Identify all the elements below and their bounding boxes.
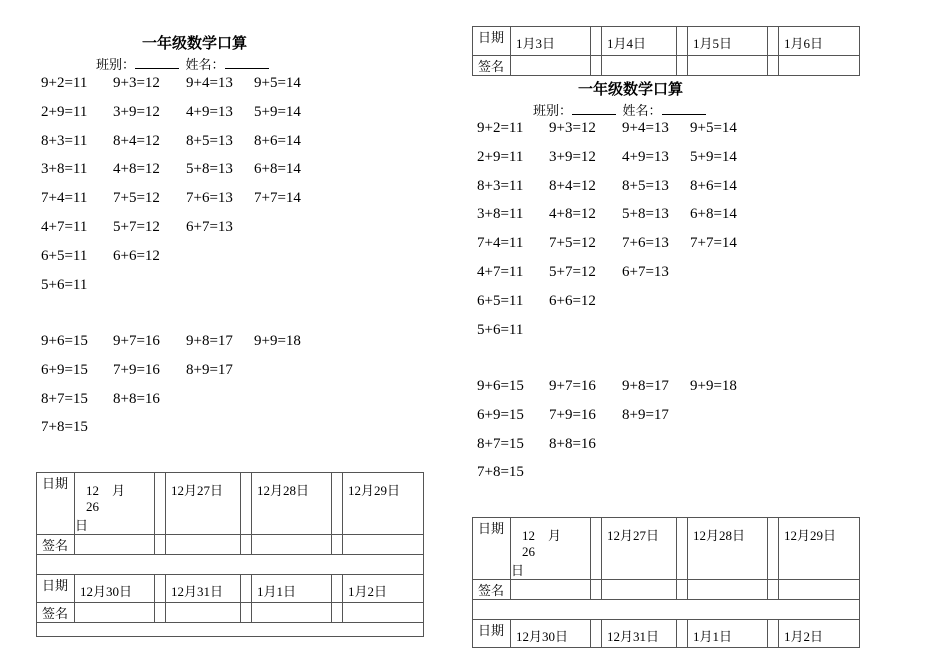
spacer-cell	[677, 620, 688, 648]
arithmetic-problem: 9+9=18	[254, 333, 301, 349]
date-cell	[779, 518, 860, 580]
spacer-cell	[677, 580, 688, 600]
arithmetic-problem: 5+9=14	[690, 148, 737, 165]
date-cell	[75, 575, 155, 603]
spacer-cell	[241, 575, 252, 603]
date-text: 1月3日	[516, 36, 556, 51]
arithmetic-problem: 6+8=14	[690, 206, 737, 223]
spacer-cell	[155, 603, 166, 623]
arithmetic-problem: 6+5=11	[41, 247, 88, 264]
date-text-cont: 日	[75, 518, 89, 533]
arithmetic-problem: 7+5=12	[549, 235, 596, 252]
spacer-cell	[768, 580, 779, 600]
arithmetic-problem: 8+6=14	[254, 132, 301, 149]
arithmetic-problem: 4+8=12	[113, 161, 160, 178]
arithmetic-problem: 8+8=16	[113, 390, 160, 407]
date-text: 1月2日	[348, 584, 388, 599]
date-text: 1月6日	[784, 36, 824, 51]
sign-cell[interactable]	[602, 56, 677, 76]
date-text: 1月1日	[257, 584, 297, 599]
left-class-name-line	[96, 54, 269, 73]
spacer-cell	[677, 56, 688, 76]
date-cell	[602, 620, 677, 648]
date-text: 12月28日	[257, 483, 310, 498]
left-page-title: 一年级数学口算	[142, 34, 248, 52]
arithmetic-problem: 8+3=11	[41, 132, 88, 149]
date-text: 1月4日	[607, 36, 647, 51]
spacer-cell	[241, 603, 252, 623]
arithmetic-problem: 4+9=13	[622, 148, 669, 165]
spacer-cell	[591, 620, 602, 648]
arithmetic-problem: 3+9=12	[113, 103, 160, 120]
arithmetic-problem: 7+9=16	[113, 361, 160, 378]
right-page-title: 一年级数学口算	[578, 80, 684, 98]
arithmetic-problem: 8+9=17	[622, 406, 669, 423]
arithmetic-problem: 9+9=18	[690, 378, 737, 394]
arithmetic-problem: 8+5=13	[186, 132, 233, 149]
arithmetic-problem: 9+7=16	[549, 378, 596, 394]
arithmetic-problem: 6+5=11	[477, 292, 524, 309]
spacer-cell	[591, 27, 602, 56]
arithmetic-problem: 7+5=12	[113, 190, 160, 207]
sign-label: 签名	[37, 535, 75, 555]
arithmetic-problem: 8+8=16	[549, 435, 596, 452]
date-label: 日期	[37, 575, 75, 603]
sign-cell[interactable]	[75, 535, 155, 555]
arithmetic-problem: 4+7=11	[477, 264, 524, 280]
arithmetic-problem: 9+5=14	[690, 120, 737, 136]
arithmetic-problem: 7+7=14	[254, 190, 301, 207]
arithmetic-problem: 9+8=17	[186, 333, 233, 349]
arithmetic-problem: 9+3=12	[113, 75, 160, 91]
sign-cell[interactable]	[343, 535, 424, 555]
arithmetic-problem: 7+8=15	[477, 464, 524, 481]
date-text: 12月28日	[693, 528, 746, 543]
date-cell	[75, 473, 155, 535]
spacer-cell	[241, 473, 252, 535]
name-label: 姓名：	[185, 57, 225, 72]
spacer-cell	[591, 518, 602, 580]
date-label: 日期	[473, 27, 511, 56]
blank-row	[37, 555, 424, 575]
spacer-cell	[155, 535, 166, 555]
date-cell	[688, 620, 768, 648]
sign-cell[interactable]	[166, 535, 241, 555]
right-class-name-line	[533, 100, 706, 119]
sign-cell[interactable]	[252, 603, 332, 623]
date-cell	[166, 473, 241, 535]
spacer-cell	[332, 603, 343, 623]
spacer-cell	[677, 27, 688, 56]
spacer-cell	[241, 535, 252, 555]
class-label: 班别：	[96, 57, 136, 72]
class-blank[interactable]	[135, 55, 179, 69]
date-text: 12月29日	[348, 483, 401, 498]
arithmetic-problem: 6+6=12	[113, 247, 160, 264]
spacer-cell	[768, 620, 779, 648]
sign-cell[interactable]	[779, 56, 860, 76]
date-label: 日期	[473, 518, 511, 580]
date-cell	[511, 27, 591, 56]
date-text: 12月29日	[784, 528, 837, 543]
arithmetic-problem: 6+9=15	[41, 361, 88, 378]
arithmetic-problem: 9+5=14	[254, 75, 301, 91]
date-cell	[511, 620, 591, 648]
sign-cell[interactable]	[688, 56, 768, 76]
date-label: 日期	[37, 473, 75, 535]
arithmetic-problem: 7+8=15	[41, 419, 88, 436]
date-text: 12月30日	[80, 584, 133, 599]
arithmetic-problem: 3+9=12	[549, 148, 596, 165]
date-cell	[343, 575, 424, 603]
arithmetic-problem: 8+3=11	[477, 177, 524, 194]
sign-label: 签名	[473, 580, 511, 600]
date-cell	[779, 27, 860, 56]
sign-cell[interactable]	[343, 603, 424, 623]
arithmetic-problem: 7+6=13	[186, 190, 233, 207]
arithmetic-problem: 2+9=11	[41, 103, 88, 120]
name-label: 姓名：	[622, 103, 662, 118]
class-blank[interactable]	[572, 101, 616, 115]
spacer-cell	[768, 27, 779, 56]
sign-cell[interactable]	[252, 535, 332, 555]
arithmetic-problem: 7+6=13	[622, 235, 669, 252]
date-cell	[602, 518, 677, 580]
date-label: 日期	[473, 620, 511, 648]
arithmetic-problem: 6+8=14	[254, 161, 301, 178]
arithmetic-problem: 5+6=11	[477, 321, 524, 338]
arithmetic-problem: 6+9=15	[477, 406, 524, 423]
date-cell	[779, 620, 860, 648]
arithmetic-problem: 6+6=12	[549, 292, 596, 309]
date-text: 12 月 26	[86, 483, 139, 514]
right-top-schedule-table	[472, 26, 860, 76]
sign-label: 签名	[37, 603, 75, 623]
arithmetic-problem: 7+9=16	[549, 406, 596, 423]
blank-row	[473, 600, 860, 620]
arithmetic-problem: 8+9=17	[186, 361, 233, 378]
date-text: 1月1日	[693, 629, 733, 644]
left-schedule-table	[36, 472, 424, 637]
arithmetic-problem: 8+4=12	[113, 132, 160, 149]
arithmetic-problem: 6+7=13	[186, 219, 233, 235]
arithmetic-problem: 9+4=13	[186, 75, 233, 91]
spacer-cell	[591, 580, 602, 600]
date-cell	[252, 575, 332, 603]
sign-label: 签名	[473, 56, 511, 76]
arithmetic-problem: 5+7=12	[549, 264, 596, 280]
date-text: 12月27日	[607, 528, 660, 543]
spacer-cell	[155, 473, 166, 535]
sign-cell[interactable]	[688, 580, 768, 600]
date-cell	[511, 518, 591, 580]
arithmetic-problem: 9+2=11	[41, 75, 88, 91]
spacer-cell	[332, 575, 343, 603]
name-blank[interactable]	[225, 55, 269, 69]
arithmetic-problem: 4+7=11	[41, 219, 88, 235]
arithmetic-problem: 5+8=13	[622, 206, 669, 223]
arithmetic-problem: 9+8=17	[622, 378, 669, 394]
date-cell	[166, 575, 241, 603]
date-cell	[602, 27, 677, 56]
arithmetic-problem: 9+3=12	[549, 120, 596, 136]
class-label: 班别：	[533, 103, 573, 118]
spacer-cell	[332, 473, 343, 535]
date-cell	[688, 518, 768, 580]
arithmetic-problem: 9+7=16	[113, 333, 160, 349]
arithmetic-problem: 8+5=13	[622, 177, 669, 194]
arithmetic-problem: 4+9=13	[186, 103, 233, 120]
arithmetic-problem: 9+6=15	[41, 333, 88, 349]
arithmetic-problem: 6+7=13	[622, 264, 669, 280]
spacer-cell	[332, 535, 343, 555]
arithmetic-problem: 5+7=12	[113, 219, 160, 235]
name-blank[interactable]	[662, 101, 706, 115]
spacer-cell	[768, 518, 779, 580]
arithmetic-problem: 9+2=11	[477, 120, 524, 136]
blank-row	[37, 623, 424, 637]
sign-cell[interactable]	[75, 603, 155, 623]
arithmetic-problem: 4+8=12	[549, 206, 596, 223]
sign-cell[interactable]	[511, 56, 591, 76]
date-text: 12 月 26	[522, 528, 575, 559]
sign-cell[interactable]	[511, 580, 591, 600]
sign-cell[interactable]	[602, 580, 677, 600]
arithmetic-problem: 7+7=14	[690, 235, 737, 252]
date-cell	[688, 27, 768, 56]
spacer-cell	[768, 56, 779, 76]
date-text: 1月5日	[693, 36, 733, 51]
date-text-cont: 日	[511, 563, 525, 578]
arithmetic-problem: 3+8=11	[477, 206, 524, 223]
spacer-cell	[591, 56, 602, 76]
sign-cell[interactable]	[166, 603, 241, 623]
right-bottom-schedule-table	[472, 517, 860, 648]
date-text: 12月27日	[171, 483, 224, 498]
sign-cell[interactable]	[779, 580, 860, 600]
date-text: 12月31日	[171, 584, 224, 599]
spacer-cell	[155, 575, 166, 603]
arithmetic-problem: 8+7=15	[477, 435, 524, 452]
date-text: 12月30日	[516, 629, 569, 644]
spacer-cell	[677, 518, 688, 580]
date-text: 1月2日	[784, 629, 824, 644]
arithmetic-problem: 2+9=11	[477, 148, 524, 165]
arithmetic-problem: 8+7=15	[41, 390, 88, 407]
arithmetic-problem: 5+8=13	[186, 161, 233, 178]
date-text: 12月31日	[607, 629, 660, 644]
arithmetic-problem: 9+6=15	[477, 378, 524, 394]
arithmetic-problem: 7+4=11	[41, 190, 88, 207]
arithmetic-problem: 5+9=14	[254, 103, 301, 120]
arithmetic-problem: 9+4=13	[622, 120, 669, 136]
date-cell	[343, 473, 424, 535]
date-cell	[252, 473, 332, 535]
arithmetic-problem: 8+4=12	[549, 177, 596, 194]
arithmetic-problem: 7+4=11	[477, 235, 524, 252]
arithmetic-problem: 8+6=14	[690, 177, 737, 194]
arithmetic-problem: 3+8=11	[41, 161, 88, 178]
arithmetic-problem: 5+6=11	[41, 276, 88, 293]
